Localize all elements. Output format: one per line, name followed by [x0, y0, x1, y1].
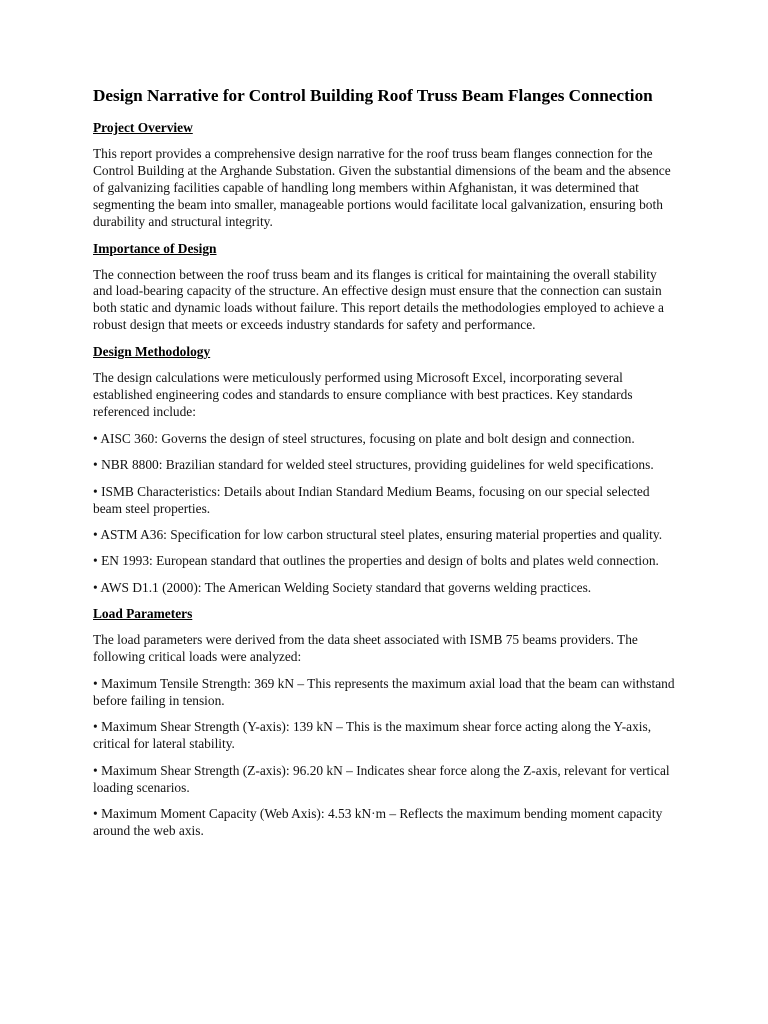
bullet-icon: • [93, 430, 98, 446]
list-item-text: AWS D1.1 (2000): The American Welding Society standard that governs welding practices. [100, 579, 592, 595]
bullet-icon: • [93, 553, 98, 569]
list-item [93, 580, 675, 597]
paragraph: The design calculations were meticulously performed using Microsoft Excel, incorporating several established engineering codes and standards to ensure compliance with best practices. Key standards referenced include: [93, 370, 633, 419]
bullet-icon: • [93, 805, 98, 821]
list-item-text: AISC 360: Governs the design of steel structures, focusing on plate and bolt design and connection. [100, 430, 635, 446]
paragraph: The load parameters were derived from the data sheet associated with ISMB 75 beams providers. The following critical loads were analyzed: [93, 632, 638, 665]
bullet-icon: • [93, 579, 98, 595]
paragraph: The connection between the roof truss beam and its flanges is critical for maintaining the overall stability and load-bearing capacity of the structure. An effective design must ensure that the connection can sustain both static and dynamic loads without failure. This report details the methodologies employed to achieve a robust design that meets or exceeds industry standards for safety and performance. [93, 266, 664, 333]
bullet-icon: • [93, 483, 98, 499]
list-item-text: ISMB Characteristics: Details about Indian Standard Medium Beams, focusing on our special selected beam steel properties. [93, 483, 650, 516]
section-project-overview [93, 120, 675, 231]
section-importance-of-design [93, 241, 675, 335]
list-item-text: ASTM A36: Specification for low carbon structural steel plates, ensuring material properties and quality. [100, 527, 663, 542]
list-item [93, 806, 675, 840]
list-item-text: Maximum Shear Strength (Z-axis): 96.20 kN – Indicates shear force along the Z-axis, relevant for vertical loading scenarios. [93, 762, 670, 795]
list-item [93, 431, 675, 448]
list-item-text: EN 1993: European standard that outlines the properties and design of bolts and plates weld connection. [101, 553, 659, 569]
list-item [93, 457, 675, 474]
bullet-icon: • [93, 457, 98, 473]
list-item [93, 553, 675, 570]
list-item-text: Maximum Moment Capacity (Web Axis): 4.53 kN·m – Reflects the maximum bending moment capacity around the web axis. [93, 805, 663, 838]
list-item [93, 763, 675, 797]
list-item-text: NBR 8800: Brazilian standard for welded steel structures, providing guidelines for weld specifications. [101, 457, 654, 473]
section-heading: Design Methodology [93, 344, 211, 360]
list-item [93, 527, 675, 544]
document-page [93, 85, 675, 849]
section-load-parameters [93, 606, 675, 840]
bullet-icon: • [93, 719, 98, 735]
load-parameters-list [93, 676, 675, 840]
section-design-methodology [93, 344, 675, 597]
list-item [93, 719, 675, 753]
list-item-text: Maximum Tensile Strength: 369 kN – This represents the maximum axial load that the beam can withstand before failing in tension. [93, 676, 675, 708]
list-item-text: Maximum Shear Strength (Y-axis): 139 kN – This is the maximum shear force acting along the Y-axis, critical for lateral stability. [93, 719, 652, 752]
document-title: Design Narrative for Control Building Roof Truss Beam Flanges Connection [93, 86, 653, 105]
paragraph: This report provides a comprehensive design narrative for the roof truss beam flanges connection for the Control Building at the Arghande Substation. Given the substantial dimensions of the beam and the absence of galvanizing facilities capable of handling long members within Afghanistan, it was determined that segmenting the beam into smaller, manageable portions would facilitate local galvanization, ensuring both durability and structural integrity. [93, 146, 671, 229]
bullet-icon: • [93, 762, 98, 778]
section-heading: Project Overview [93, 120, 193, 135]
bullet-icon: • [93, 527, 98, 542]
bullet-icon: • [93, 676, 98, 692]
list-item [93, 484, 675, 518]
section-heading: Load Parameters [93, 606, 193, 622]
standards-list [93, 431, 675, 597]
section-heading: Importance of Design [93, 240, 217, 256]
list-item [93, 676, 675, 710]
